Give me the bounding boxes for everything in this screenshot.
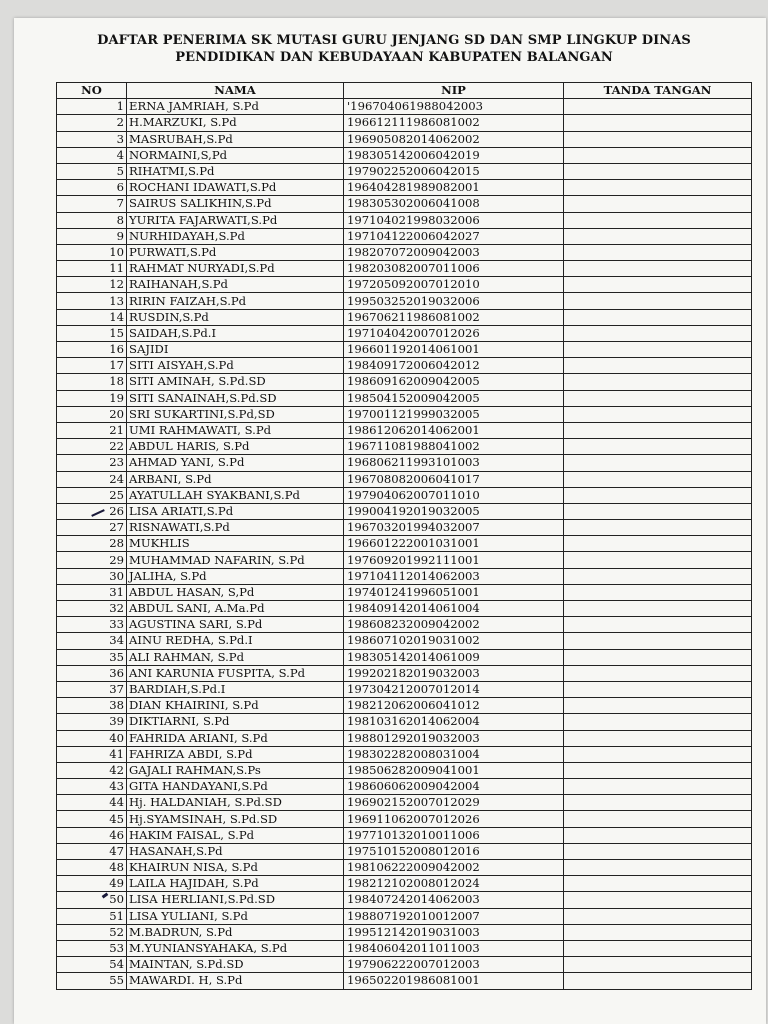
row-nip: 198302282008031004 — [344, 746, 564, 762]
row-name: H.MARZUKI, S.Pd — [127, 115, 344, 131]
table-row — [57, 180, 752, 196]
row-number: 16 — [57, 342, 127, 358]
row-signature-cell — [564, 261, 752, 277]
table-row — [57, 390, 752, 406]
table-row — [57, 649, 752, 665]
header-nip: NIP — [344, 83, 564, 99]
table-row — [57, 261, 752, 277]
row-name: RAIHANAH,S.Pd — [127, 277, 344, 293]
row-name: ABDUL HASAN, S,Pd — [127, 584, 344, 600]
table-row — [57, 439, 752, 455]
row-name: ROCHANI IDAWATI,S.Pd — [127, 180, 344, 196]
row-name: Hj. HALDANIAH, S.Pd.SD — [127, 795, 344, 811]
row-nip: 196902152007012029 — [344, 795, 564, 811]
row-signature-cell — [564, 957, 752, 973]
row-signature-cell — [564, 147, 752, 163]
row-nip: 197001121999032005 — [344, 406, 564, 422]
row-nip: 198305142006042019 — [344, 147, 564, 163]
row-nip: 196404281989082001 — [344, 180, 564, 196]
table-row — [57, 520, 752, 536]
table-row — [57, 277, 752, 293]
table-row — [57, 115, 752, 131]
row-number: 11 — [57, 261, 127, 277]
row-signature-cell — [564, 99, 752, 115]
row-name: MAWARDI. H, S.Pd — [127, 973, 344, 989]
row-number: 26 — [57, 503, 127, 519]
row-nip: 198305302006041008 — [344, 196, 564, 212]
row-nip: 198606062009042004 — [344, 779, 564, 795]
recipient-table — [56, 82, 752, 990]
row-nip: 196706211986081002 — [344, 309, 564, 325]
table-row — [57, 503, 752, 519]
table-row — [57, 730, 752, 746]
row-number: 27 — [57, 520, 127, 536]
row-number: 12 — [57, 277, 127, 293]
row-nip: 196711081988041002 — [344, 439, 564, 455]
table-row — [57, 536, 752, 552]
row-name: ARBANI, S.Pd — [127, 471, 344, 487]
row-number: 30 — [57, 568, 127, 584]
table-row — [57, 244, 752, 260]
row-name: UMI RAHMAWATI, S.Pd — [127, 422, 344, 438]
row-signature-cell — [564, 908, 752, 924]
row-signature-cell — [564, 228, 752, 244]
row-number: 47 — [57, 843, 127, 859]
row-name: SAJIDI — [127, 342, 344, 358]
table-header-row — [57, 83, 752, 99]
row-number: 35 — [57, 649, 127, 665]
row-nip: 197609201992111001 — [344, 552, 564, 568]
row-name: LAILA HAJIDAH, S.Pd — [127, 876, 344, 892]
row-nip: 196708082006041017 — [344, 471, 564, 487]
row-name: SAIDAH,S.Pd.I — [127, 325, 344, 341]
row-number: 39 — [57, 714, 127, 730]
row-name: AGUSTINA SARI, S.Pd — [127, 617, 344, 633]
row-name: LISA HERLIANI,S.Pd.SD — [127, 892, 344, 908]
row-name: SITI AMINAH, S.Pd.SD — [127, 374, 344, 390]
row-number: 48 — [57, 860, 127, 876]
row-name: DIAN KHAIRINI, S.Pd — [127, 698, 344, 714]
row-name: DIKTIARNI, S.Pd — [127, 714, 344, 730]
row-signature-cell — [564, 471, 752, 487]
table-row — [57, 293, 752, 309]
table-row — [57, 455, 752, 471]
row-nip: 198504152009042005 — [344, 390, 564, 406]
table-row — [57, 325, 752, 341]
table-row — [57, 147, 752, 163]
row-name: NURHIDAYAH,S.Pd — [127, 228, 344, 244]
table-row — [57, 487, 752, 503]
row-signature-cell — [564, 374, 752, 390]
row-number: 53 — [57, 940, 127, 956]
row-number: 10 — [57, 244, 127, 260]
table-row — [57, 908, 752, 924]
row-signature-cell — [564, 730, 752, 746]
row-number: 20 — [57, 406, 127, 422]
row-name: BARDIAH,S.Pd.I — [127, 681, 344, 697]
table-body — [57, 99, 752, 989]
row-number: 32 — [57, 601, 127, 617]
row-nip: 197710132010011006 — [344, 827, 564, 843]
row-number: 19 — [57, 390, 127, 406]
row-number: 23 — [57, 455, 127, 471]
table-row — [57, 827, 752, 843]
row-name: ANI KARUNIA FUSPITA, S.Pd — [127, 665, 344, 681]
title-line-2: PENDIDIKAN DAN KEBUDAYAAN KABUPATEN BALANGAN — [175, 50, 613, 65]
row-signature-cell — [564, 795, 752, 811]
row-nip: 198807192010012007 — [344, 908, 564, 924]
table-row — [57, 163, 752, 179]
row-nip: 197902252006042015 — [344, 163, 564, 179]
table-row — [57, 471, 752, 487]
row-name: FAHRIDA ARIANI, S.Pd — [127, 730, 344, 746]
table-row — [57, 973, 752, 989]
row-number: 25 — [57, 487, 127, 503]
row-signature-cell — [564, 455, 752, 471]
row-name: SRI SUKARTINI,S.Pd,SD — [127, 406, 344, 422]
title-line-1: DAFTAR PENERIMA SK MUTASI GURU JENJANG SD DAN SMP LINGKUP DINAS — [97, 33, 691, 48]
row-name: HASANAH,S.Pd — [127, 843, 344, 859]
table-row — [57, 374, 752, 390]
row-name: AYATULLAH SYAKBANI,S.Pd — [127, 487, 344, 503]
row-nip: 196703201994032007 — [344, 520, 564, 536]
table-row — [57, 406, 752, 422]
row-name: KHAIRUN NISA, S.Pd — [127, 860, 344, 876]
table-row — [57, 131, 752, 147]
table-row — [57, 552, 752, 568]
document-page — [14, 18, 766, 1024]
row-signature-cell — [564, 617, 752, 633]
row-signature-cell — [564, 665, 752, 681]
row-number: 49 — [57, 876, 127, 892]
row-nip: 196502201986081001 — [344, 973, 564, 989]
row-number: 36 — [57, 665, 127, 681]
row-signature-cell — [564, 293, 752, 309]
row-name: MASRUBAH,S.Pd — [127, 131, 344, 147]
row-signature-cell — [564, 244, 752, 260]
row-name: SITI AISYAH,S.Pd — [127, 358, 344, 374]
row-nip: 197104122006042027 — [344, 228, 564, 244]
row-name: LISA YULIANI, S.Pd — [127, 908, 344, 924]
row-signature-cell — [564, 115, 752, 131]
row-number: 18 — [57, 374, 127, 390]
header-tanda-tangan: TANDA TANGAN — [564, 83, 752, 99]
table-row — [57, 617, 752, 633]
row-signature-cell — [564, 277, 752, 293]
row-number: 1 — [57, 99, 127, 115]
row-name: M.YUNIANSYAHAKA, S.Pd — [127, 940, 344, 956]
row-signature-cell — [564, 390, 752, 406]
table-row — [57, 601, 752, 617]
row-name: HAKIM FAISAL, S.Pd — [127, 827, 344, 843]
row-nip: 196806211993101003 — [344, 455, 564, 471]
row-number: 8 — [57, 212, 127, 228]
row-name: RIRIN FAIZAH,S.Pd — [127, 293, 344, 309]
row-name: Hj.SYAMSINAH, S.Pd.SD — [127, 811, 344, 827]
row-number: 15 — [57, 325, 127, 341]
table-row — [57, 212, 752, 228]
row-nip: 199503252019032006 — [344, 293, 564, 309]
row-number: 33 — [57, 617, 127, 633]
row-name: GAJALI RAHMAN,S.Ps — [127, 762, 344, 778]
row-signature-cell — [564, 681, 752, 697]
row-signature-cell — [564, 762, 752, 778]
row-signature-cell — [564, 940, 752, 956]
row-signature-cell — [564, 827, 752, 843]
row-number: 22 — [57, 439, 127, 455]
row-nip: 197510152008012016 — [344, 843, 564, 859]
table-row — [57, 633, 752, 649]
row-name: MUHAMMAD NAFARIN, S.Pd — [127, 552, 344, 568]
row-name: GITA HANDAYANI,S.Pd — [127, 779, 344, 795]
row-nip: 198103162014062004 — [344, 714, 564, 730]
row-nip: 198207072009042003 — [344, 244, 564, 260]
row-signature-cell — [564, 422, 752, 438]
row-nip: 198305142014061009 — [344, 649, 564, 665]
row-signature-cell — [564, 811, 752, 827]
table-row — [57, 811, 752, 827]
row-signature-cell — [564, 552, 752, 568]
row-name: AHMAD YANI, S.Pd — [127, 455, 344, 471]
row-number: 7 — [57, 196, 127, 212]
document-title — [74, 32, 714, 66]
table-row — [57, 196, 752, 212]
table-row — [57, 422, 752, 438]
row-number: 31 — [57, 584, 127, 600]
row-number: 37 — [57, 681, 127, 697]
row-signature-cell — [564, 520, 752, 536]
row-signature-cell — [564, 163, 752, 179]
row-nip: 197205092007012010 — [344, 277, 564, 293]
row-nip: 198106222009042002 — [344, 860, 564, 876]
row-name: MAINTAN, S.Pd.SD — [127, 957, 344, 973]
table-row — [57, 309, 752, 325]
row-number: 45 — [57, 811, 127, 827]
row-number: 34 — [57, 633, 127, 649]
row-nip: 197906222007012003 — [344, 957, 564, 973]
table-row — [57, 665, 752, 681]
row-name: ERNA JAMRIAH, S.Pd — [127, 99, 344, 115]
row-number: 55 — [57, 973, 127, 989]
row-nip: 196905082014062002 — [344, 131, 564, 147]
row-nip: 198609162009042005 — [344, 374, 564, 390]
row-number: 43 — [57, 779, 127, 795]
row-nip: 197104042007012026 — [344, 325, 564, 341]
row-nip: 197304212007012014 — [344, 681, 564, 697]
table-row — [57, 584, 752, 600]
row-name: MUKHLIS — [127, 536, 344, 552]
row-name: ABDUL HARIS, S.Pd — [127, 439, 344, 455]
row-signature-cell — [564, 487, 752, 503]
table-row — [57, 924, 752, 940]
row-nip: 198801292019032003 — [344, 730, 564, 746]
row-signature-cell — [564, 180, 752, 196]
row-signature-cell — [564, 325, 752, 341]
row-number: 44 — [57, 795, 127, 811]
table-row — [57, 795, 752, 811]
header-no: NO — [57, 83, 127, 99]
row-name: YURITA FAJARWATI,S.Pd — [127, 212, 344, 228]
row-signature-cell — [564, 212, 752, 228]
row-signature-cell — [564, 649, 752, 665]
table-row — [57, 957, 752, 973]
row-nip: 197104112014062003 — [344, 568, 564, 584]
row-nip: 198406042011011003 — [344, 940, 564, 956]
row-nip: 198409172006042012 — [344, 358, 564, 374]
row-nip: 196612111986081002 — [344, 115, 564, 131]
row-name: ALI RAHMAN, S.Pd — [127, 649, 344, 665]
row-signature-cell — [564, 568, 752, 584]
row-signature-cell — [564, 309, 752, 325]
row-number: 29 — [57, 552, 127, 568]
table-row — [57, 681, 752, 697]
row-signature-cell — [564, 860, 752, 876]
row-number: 41 — [57, 746, 127, 762]
table-row — [57, 746, 752, 762]
row-nip: 197104021998032006 — [344, 212, 564, 228]
row-nip: 198608232009042002 — [344, 617, 564, 633]
row-name: RUSDIN,S.Pd — [127, 309, 344, 325]
row-nip: 196601222001031001 — [344, 536, 564, 552]
row-name: PURWATI,S.Pd — [127, 244, 344, 260]
row-signature-cell — [564, 131, 752, 147]
row-number: 46 — [57, 827, 127, 843]
table-row — [57, 698, 752, 714]
row-signature-cell — [564, 342, 752, 358]
row-signature-cell — [564, 633, 752, 649]
table-row — [57, 228, 752, 244]
row-nip: 198409142014061004 — [344, 601, 564, 617]
row-signature-cell — [564, 358, 752, 374]
row-signature-cell — [564, 503, 752, 519]
row-name: RIHATMI,S.Pd — [127, 163, 344, 179]
row-name: RISNAWATI,S.Pd — [127, 520, 344, 536]
row-number: 38 — [57, 698, 127, 714]
row-nip: 197904062007011010 — [344, 487, 564, 503]
row-number: 14 — [57, 309, 127, 325]
table-row — [57, 568, 752, 584]
row-signature-cell — [564, 876, 752, 892]
row-name: JALIHA, S.Pd — [127, 568, 344, 584]
row-name: SAIRUS SALIKHIN,S.Pd — [127, 196, 344, 212]
row-number: 4 — [57, 147, 127, 163]
row-number: 21 — [57, 422, 127, 438]
row-signature-cell — [564, 973, 752, 989]
table-row — [57, 843, 752, 859]
row-signature-cell — [564, 584, 752, 600]
row-signature-cell — [564, 779, 752, 795]
row-number: 51 — [57, 908, 127, 924]
row-nip: 199512142019031003 — [344, 924, 564, 940]
row-nip: 197401241996051001 — [344, 584, 564, 600]
row-name: ABDUL SANI, A.Ma.Pd — [127, 601, 344, 617]
row-number: 6 — [57, 180, 127, 196]
row-number: 9 — [57, 228, 127, 244]
row-number: 42 — [57, 762, 127, 778]
row-name: SITI SANAINAH,S.Pd.SD — [127, 390, 344, 406]
row-signature-cell — [564, 406, 752, 422]
row-number: 52 — [57, 924, 127, 940]
table-row — [57, 762, 752, 778]
row-number: 24 — [57, 471, 127, 487]
table-row — [57, 779, 752, 795]
row-name: LISA ARIATI,S.Pd — [127, 503, 344, 519]
row-signature-cell — [564, 924, 752, 940]
row-nip: 196601192014061001 — [344, 342, 564, 358]
row-nip: '196704061988042003 — [344, 99, 564, 115]
row-name: RAHMAT NURYADI,S.Pd — [127, 261, 344, 277]
row-name: M.BADRUN, S.Pd — [127, 924, 344, 940]
row-name: NORMAINI,S,Pd — [127, 147, 344, 163]
table-row — [57, 99, 752, 115]
table-row — [57, 940, 752, 956]
table-row — [57, 358, 752, 374]
row-number: 3 — [57, 131, 127, 147]
row-number: 5 — [57, 163, 127, 179]
row-name: AINU REDHA, S.Pd.I — [127, 633, 344, 649]
table-row — [57, 860, 752, 876]
row-signature-cell — [564, 746, 752, 762]
row-signature-cell — [564, 601, 752, 617]
row-nip: 198212102008012024 — [344, 876, 564, 892]
header-nama: NAMA — [127, 83, 344, 99]
row-nip: 196911062007012026 — [344, 811, 564, 827]
row-signature-cell — [564, 439, 752, 455]
row-nip: 198407242014062003 — [344, 892, 564, 908]
row-number: 13 — [57, 293, 127, 309]
row-signature-cell — [564, 892, 752, 908]
row-nip: 199202182019032003 — [344, 665, 564, 681]
row-nip: 199004192019032005 — [344, 503, 564, 519]
row-signature-cell — [564, 714, 752, 730]
row-number: 40 — [57, 730, 127, 746]
row-number: 28 — [57, 536, 127, 552]
row-nip: 198506282009041001 — [344, 762, 564, 778]
row-number: 2 — [57, 115, 127, 131]
row-nip: 198612062014062001 — [344, 422, 564, 438]
row-nip: 198607102019031002 — [344, 633, 564, 649]
row-signature-cell — [564, 536, 752, 552]
table-row — [57, 876, 752, 892]
row-number: 17 — [57, 358, 127, 374]
row-signature-cell — [564, 843, 752, 859]
row-name: FAHRIZA ABDI, S.Pd — [127, 746, 344, 762]
table-row — [57, 892, 752, 908]
table-row — [57, 342, 752, 358]
row-signature-cell — [564, 196, 752, 212]
row-signature-cell — [564, 698, 752, 714]
row-number: 54 — [57, 957, 127, 973]
row-number: 50 — [57, 892, 127, 908]
table-row — [57, 714, 752, 730]
row-nip: 198203082007011006 — [344, 261, 564, 277]
row-nip: 198212062006041012 — [344, 698, 564, 714]
